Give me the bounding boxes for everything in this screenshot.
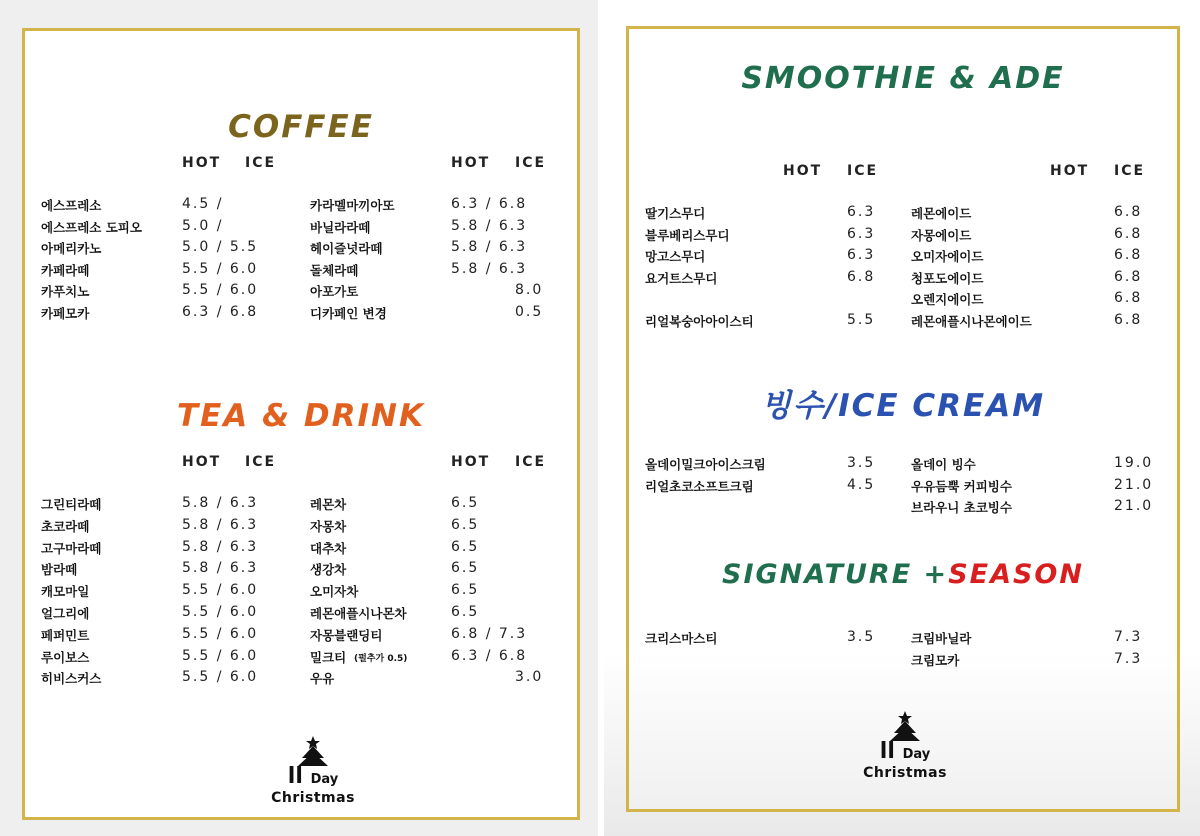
menu-item [25, 560, 577, 580]
christmas-tree-icon [888, 711, 922, 741]
item-price: 6.5 [451, 560, 480, 577]
item-price: 6.5 [451, 582, 480, 599]
item-price: 5.8 / 6.3 [451, 239, 528, 256]
header-hot: HOT [182, 454, 222, 470]
header-hot: HOT [451, 454, 491, 470]
menu-item [25, 604, 577, 624]
item-name: 고구마라떼 [41, 540, 102, 556]
item-name: 청포도에이드 [911, 270, 984, 286]
item-name: 요거트스무디 [645, 270, 718, 286]
item-name: 크림모카 [911, 652, 960, 668]
item-name: 오미자차 [310, 584, 359, 600]
all-day-christmas-logo [253, 736, 373, 805]
item-price: 5.5 / 6.0 [182, 647, 259, 664]
item-name: 블루베리스무디 [645, 227, 730, 243]
section-title-coffee: COFFEE [228, 109, 374, 145]
section-title-signature-season [629, 559, 1177, 590]
item-price: 7.3 [1114, 650, 1143, 667]
item-price: 5.5 / 6.0 [182, 669, 259, 686]
item-price: 6.5 [451, 495, 480, 511]
menu-item [25, 304, 577, 324]
item-price: 6.8 [1114, 225, 1143, 242]
item-price: 3.5 [847, 629, 876, 645]
item-price: 6.3 / 6.8 [182, 304, 259, 320]
item-name: 에스프레소 [41, 198, 102, 213]
menu-item [629, 477, 1177, 497]
menu-item [629, 269, 1177, 289]
gold-frame [22, 28, 580, 820]
item-price: 6.3 / 6.8 [451, 647, 528, 664]
header-ice: ICE [1114, 163, 1146, 179]
item-price: 4.5 [847, 476, 876, 493]
item-name: 딸기스무디 [645, 206, 706, 221]
all-day-christmas-logo [845, 711, 965, 780]
item-price: 6.8 [1114, 268, 1143, 285]
item-name: 레몬에이드 [911, 206, 972, 221]
item-price: 5.5 / 6.0 [182, 582, 259, 599]
item-name: 망고스무디 [645, 249, 706, 265]
item-note: (펄추가 0.5) [354, 653, 408, 664]
item-name: 레몬애플시나몬차 [310, 606, 407, 621]
item-name: 캐모마일 [41, 584, 90, 600]
logo-text-christmas: Christmas [863, 765, 947, 781]
title-season: SEASON [948, 559, 1084, 590]
menu-item [25, 218, 577, 238]
item-price: 5.0 / 5.5 [182, 239, 259, 256]
item-price: 6.8 / 7.3 [451, 625, 528, 642]
menu-item [629, 455, 1177, 475]
menu-item [629, 629, 1177, 649]
item-price: 5.8 / 6.3 [182, 516, 259, 533]
item-name: 브라우니 초코빙수 [911, 500, 1012, 516]
item-price: 5.8 / 6.3 [182, 560, 259, 577]
item-price: 19.0 [1114, 455, 1154, 471]
item-price: 6.8 [847, 268, 876, 285]
christmas-tree-icon [296, 736, 330, 766]
item-price: 5.8 / 6.3 [451, 260, 528, 277]
item-price: 5.8 / 6.3 [182, 538, 259, 555]
section-title-tea-drink: TEA & DRINK [176, 398, 426, 434]
header-hot: HOT [451, 155, 491, 171]
header-hot: HOT [783, 163, 823, 179]
section-title-icecream: 빙수/ICE CREAM [760, 388, 1046, 424]
header-ice: ICE [245, 454, 277, 470]
item-price: 6.8 [1114, 247, 1143, 264]
item-price: 5.5 / 6.0 [182, 625, 259, 642]
item-name: 크림바닐라 [911, 631, 972, 646]
item-name: 리얼복숭아아이스티 [645, 314, 754, 329]
menu-item [25, 196, 577, 216]
logo-text-day: Day [902, 747, 931, 762]
item-price: 5.8 / 6.3 [451, 217, 528, 234]
item-name: 초코라떼 [41, 518, 90, 534]
item-name: 에스프레소 도피오 [41, 219, 142, 235]
logo-text-day: Day [310, 772, 339, 787]
menu-item [25, 261, 577, 281]
item-price: 5.5 / 6.0 [182, 260, 259, 277]
item-price: 6.5 [451, 538, 480, 555]
item-name: 오렌지에이드 [911, 292, 984, 308]
item-name: 바닐라라떼 [310, 219, 371, 235]
menu-page-right [604, 0, 1200, 836]
item-name: 자몽차 [310, 518, 347, 534]
item-price: 6.3 [847, 204, 876, 220]
item-price: 6.5 [451, 516, 480, 533]
item-name: 밀크티 [310, 649, 347, 665]
item-name: 리얼초코소프트크림 [645, 478, 754, 494]
item-price: 5.5 [847, 312, 876, 328]
item-name: 밤라떼 [41, 562, 78, 578]
menu-item [629, 204, 1177, 224]
item-price: 6.8 [1114, 290, 1143, 307]
logo-text-christmas: Christmas [271, 790, 355, 806]
item-price: 6.3 [847, 225, 876, 242]
header-ice: ICE [515, 454, 547, 470]
item-name: 크리스마스티 [645, 631, 718, 646]
menu-item [629, 290, 1177, 310]
item-name: 레몬차 [310, 497, 347, 512]
header-hot: HOT [182, 155, 222, 171]
item-name: 우유 [310, 671, 335, 687]
item-price: 5.0 / [182, 217, 224, 234]
item-name: 히비스커스 [41, 671, 102, 687]
item-price: 5.8 / 6.3 [182, 495, 259, 511]
item-price: 6.5 [451, 604, 480, 620]
item-price: 3.0 [515, 669, 544, 686]
item-name: 아메리카노 [41, 241, 102, 257]
item-price: 21.0 [1114, 476, 1154, 493]
item-name: 오미자에이드 [911, 249, 984, 265]
header-hot: HOT [1050, 163, 1090, 179]
item-name: 카페모카 [41, 306, 90, 321]
menu-item [629, 247, 1177, 267]
logo-text-ll: ll [879, 739, 895, 764]
item-name: 루이보스 [41, 649, 90, 665]
item-name: 돌체라떼 [310, 262, 359, 278]
item-name: 디카페인 변경 [310, 306, 387, 321]
section-title-smoothie-ade: SMOOTHIE & ADE [741, 61, 1065, 96]
item-name: 아포가토 [310, 284, 359, 300]
menu-item [25, 239, 577, 259]
item-name: 자몽에이드 [911, 227, 972, 243]
menu-item [25, 582, 577, 602]
item-name: 카푸치노 [41, 284, 90, 300]
item-price: 4.5 / [182, 196, 224, 212]
item-price: 0.5 [515, 304, 544, 320]
item-price: 8.0 [515, 282, 544, 299]
item-price: 6.3 [847, 247, 876, 264]
item-price: 6.8 [1114, 204, 1143, 220]
item-price: 6.8 [1114, 312, 1143, 328]
menu-item [25, 539, 577, 559]
item-name: 레몬애플시나몬에이드 [911, 314, 1032, 329]
menu-item [25, 495, 577, 515]
item-name: 페퍼민트 [41, 627, 90, 643]
item-price: 3.5 [847, 455, 876, 471]
item-name: 카라멜마끼아또 [310, 198, 395, 213]
item-name: 그린티라떼 [41, 497, 102, 512]
gold-frame [626, 26, 1180, 812]
item-price: 6.3 / 6.8 [451, 196, 528, 212]
item-price: 7.3 [1114, 629, 1143, 645]
item-name: 헤이즐넛라떼 [310, 241, 383, 257]
item-name: 우유듬뿍 커피빙수 [911, 478, 1012, 494]
menu-page-left [0, 0, 598, 836]
menu-item [25, 648, 577, 668]
header-ice: ICE [847, 163, 879, 179]
item-name: 생강차 [310, 562, 347, 578]
item-name: 얼그리에 [41, 606, 90, 621]
item-name: 대추차 [310, 540, 347, 556]
menu-item [25, 626, 577, 646]
item-price: 5.5 / 6.0 [182, 282, 259, 299]
menu-item [25, 282, 577, 302]
menu-item [629, 312, 1177, 332]
item-name: 카페라떼 [41, 262, 90, 278]
header-ice: ICE [515, 155, 547, 171]
menu-item [25, 517, 577, 537]
header-ice: ICE [245, 155, 277, 171]
menu-item [629, 226, 1177, 246]
menu-item [629, 651, 1177, 671]
item-name: 올데이 빙수 [911, 457, 976, 472]
item-name: 올데이밀크아이스크림 [645, 457, 766, 472]
item-name: 자몽블랜딩티 [310, 627, 383, 643]
menu-item [25, 669, 577, 689]
item-price: 5.5 / 6.0 [182, 604, 259, 620]
title-signature: SIGNATURE + [722, 559, 949, 590]
menu-item [629, 498, 1177, 518]
item-price: 21.0 [1114, 498, 1154, 515]
logo-text-ll: ll [287, 764, 303, 789]
